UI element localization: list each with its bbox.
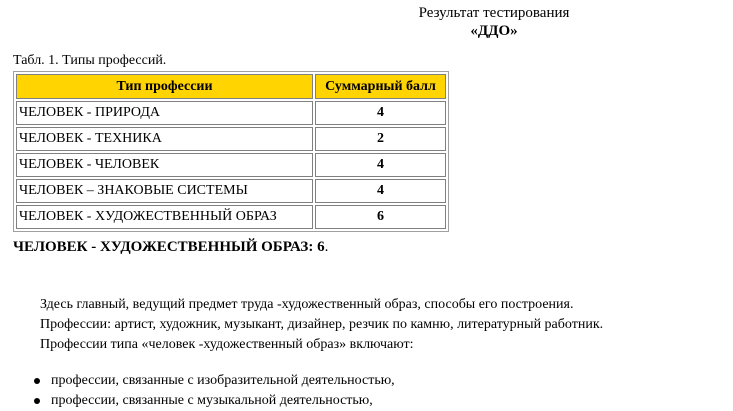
description-line: Профессии: артист, художник, музыкант, дизайнер, резчик по камню, литературный работник. [40,317,604,332]
report-title-block [346,4,642,40]
column-header-type: Тип профессии [16,74,313,99]
table-row [16,205,446,229]
bullet-icon [34,398,40,404]
description-line: Здесь главный, ведущий предмет труда -художественный образ, способы его построения. [40,297,574,312]
report-subtitle: «ДДО» [470,23,518,39]
profession-type-cell: ЧЕЛОВЕК - ЧЕЛОВЕК [16,153,313,177]
profession-type-cell: ЧЕЛОВЕК - ХУДОЖЕСТВЕННЫЙ ОБРАЗ [16,205,313,229]
score-cell: 4 [315,179,446,203]
description-block [40,295,720,355]
profession-types-table [13,71,449,232]
list-item [51,371,395,391]
score-cell: 4 [315,153,446,177]
result-label: ЧЕЛОВЕК - ХУДОЖЕСТВЕННЫЙ ОБРАЗ: 6 [13,239,325,255]
score-cell: 2 [315,127,446,151]
profession-type-cell: ЧЕЛОВЕК – ЗНАКОВЫЕ СИСТЕМЫ [16,179,313,203]
profession-type-cell: ЧЕЛОВЕК - ПРИРОДА [16,101,313,125]
result-summary [13,239,328,256]
profession-kinds-list [17,371,395,411]
description-line: Профессии типа «человек -художественный образ» включают: [40,337,414,352]
report-title: Результат тестирования [418,5,570,21]
table-row [16,179,446,203]
column-header-score: Суммарный балл [315,74,446,99]
result-suffix: . [324,239,329,255]
profession-type-cell: ЧЕЛОВЕК - ТЕХНИКА [16,127,313,151]
table-row [16,153,446,177]
list-item-text: профессии, связанные с музыкальной деятельностью, [51,393,373,408]
list-item-text: профессии, связанные с изобразительной деятельностью, [51,373,395,388]
table-row [16,127,446,151]
score-cell: 4 [315,101,446,125]
score-cell: 6 [315,205,446,229]
table-caption: Табл. 1. Типы профессий. [13,53,167,68]
table-header-row [16,74,446,99]
list-item [51,391,395,411]
bullet-icon [34,378,40,384]
table-row [16,101,446,125]
